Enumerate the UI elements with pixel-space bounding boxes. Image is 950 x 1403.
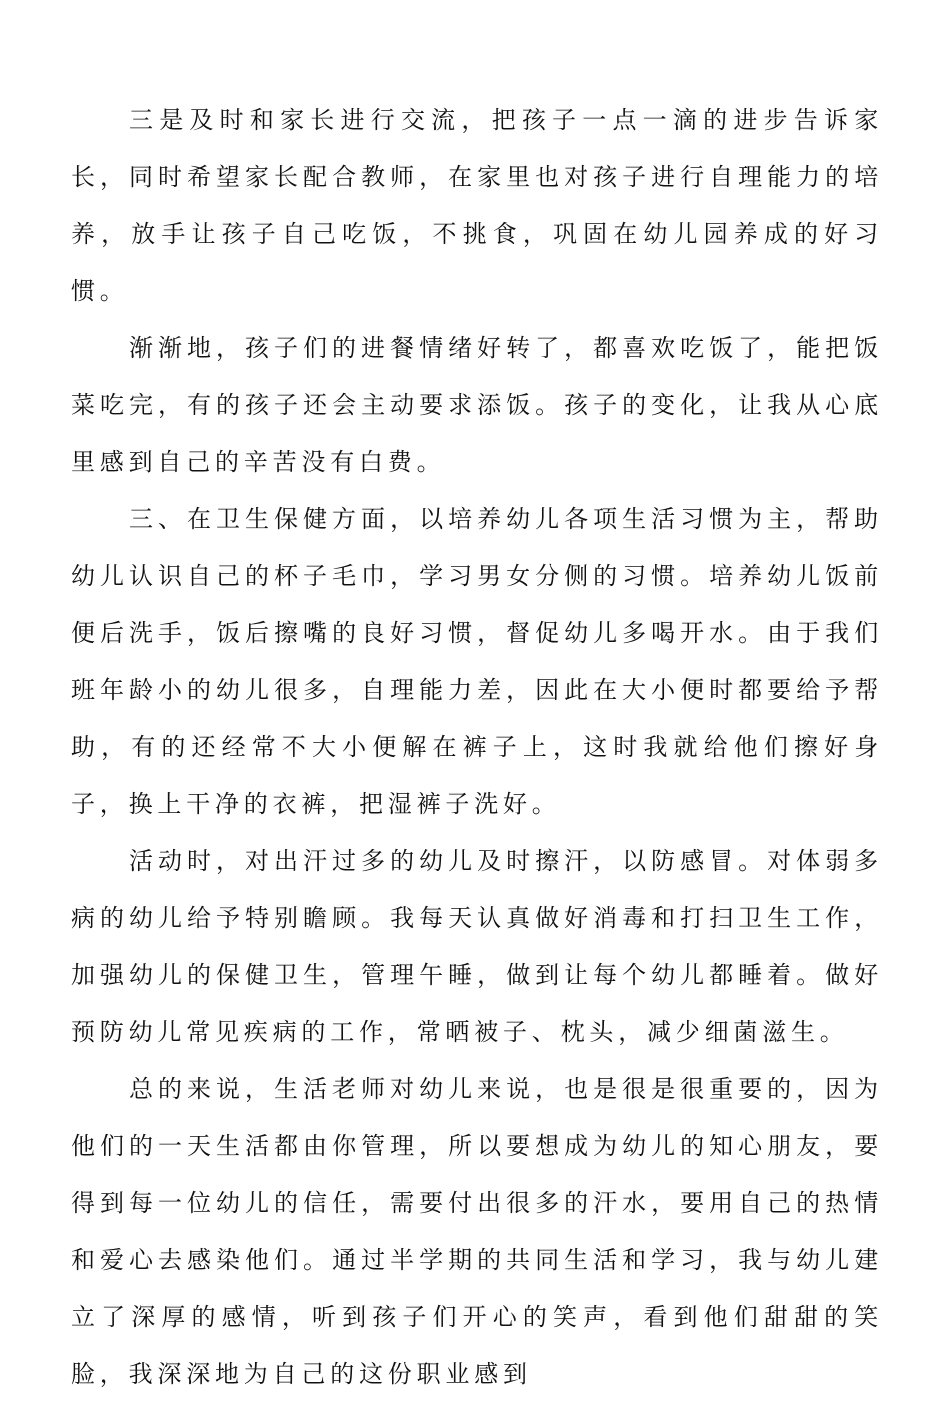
paragraph-activity-care: 活动时，对出汗过多的幼儿及时擦汗，以防感冒。对体弱多病的幼儿给予特别瞻顾。我每天认真做好消毒和打扫卫生工作，加强幼儿的保健卫生，管理午睡，做到让每个幼儿都睡着。做好预防幼儿常见疾病的工作，常晒被子、枕头，减少细菌滋生。 <box>71 847 883 1046</box>
paragraph-hygiene-health: 三、在卫生保健方面，以培养幼儿各项生活习惯为主，帮助幼儿认识自己的杯子毛巾，学习男女分侧的习惯。培养幼儿饭前便后洗手，饭后擦嘴的良好习惯，督促幼儿多喝开水。由于我们班年龄小的幼儿很多，自理能力差，因此在大小便时都要给予帮助，有的还经常不大小便解在裤子上，这时我就给他们擦好身子，换上干净的衣裤，把湿裤子洗好。 <box>71 505 883 818</box>
document-body <box>71 92 883 1403</box>
paragraph-parent-communication: 三是及时和家长进行交流，把孩子一点一滴的进步告诉家长，同时希望家长配合教师，在家里也对孩子进行自理能力的培养，放手让孩子自己吃饭，不挑食，巩固在幼儿园养成的好习惯。 <box>71 106 883 305</box>
paragraph-summary: 总的来说，生活老师对幼儿来说，也是很是很重要的，因为他们的一天生活都由你管理，所以要想成为幼儿的知心朋友，要得到每一位幼儿的信任，需要付出很多的汗水，要用自己的热情和爱心去感染他们。通过半学期的共同生活和学习，我与幼儿建立了深厚的感情，听到孩子们开心的笑声，看到他们甜甜的笑脸，我深深地为自己的这份职业感到 <box>71 1075 883 1388</box>
paragraph-eating-improvement: 渐渐地，孩子们的进餐情绪好转了，都喜欢吃饭了，能把饭菜吃完，有的孩子还会主动要求添饭。孩子的变化，让我从心底里感到自己的辛苦没有白费。 <box>71 334 883 476</box>
